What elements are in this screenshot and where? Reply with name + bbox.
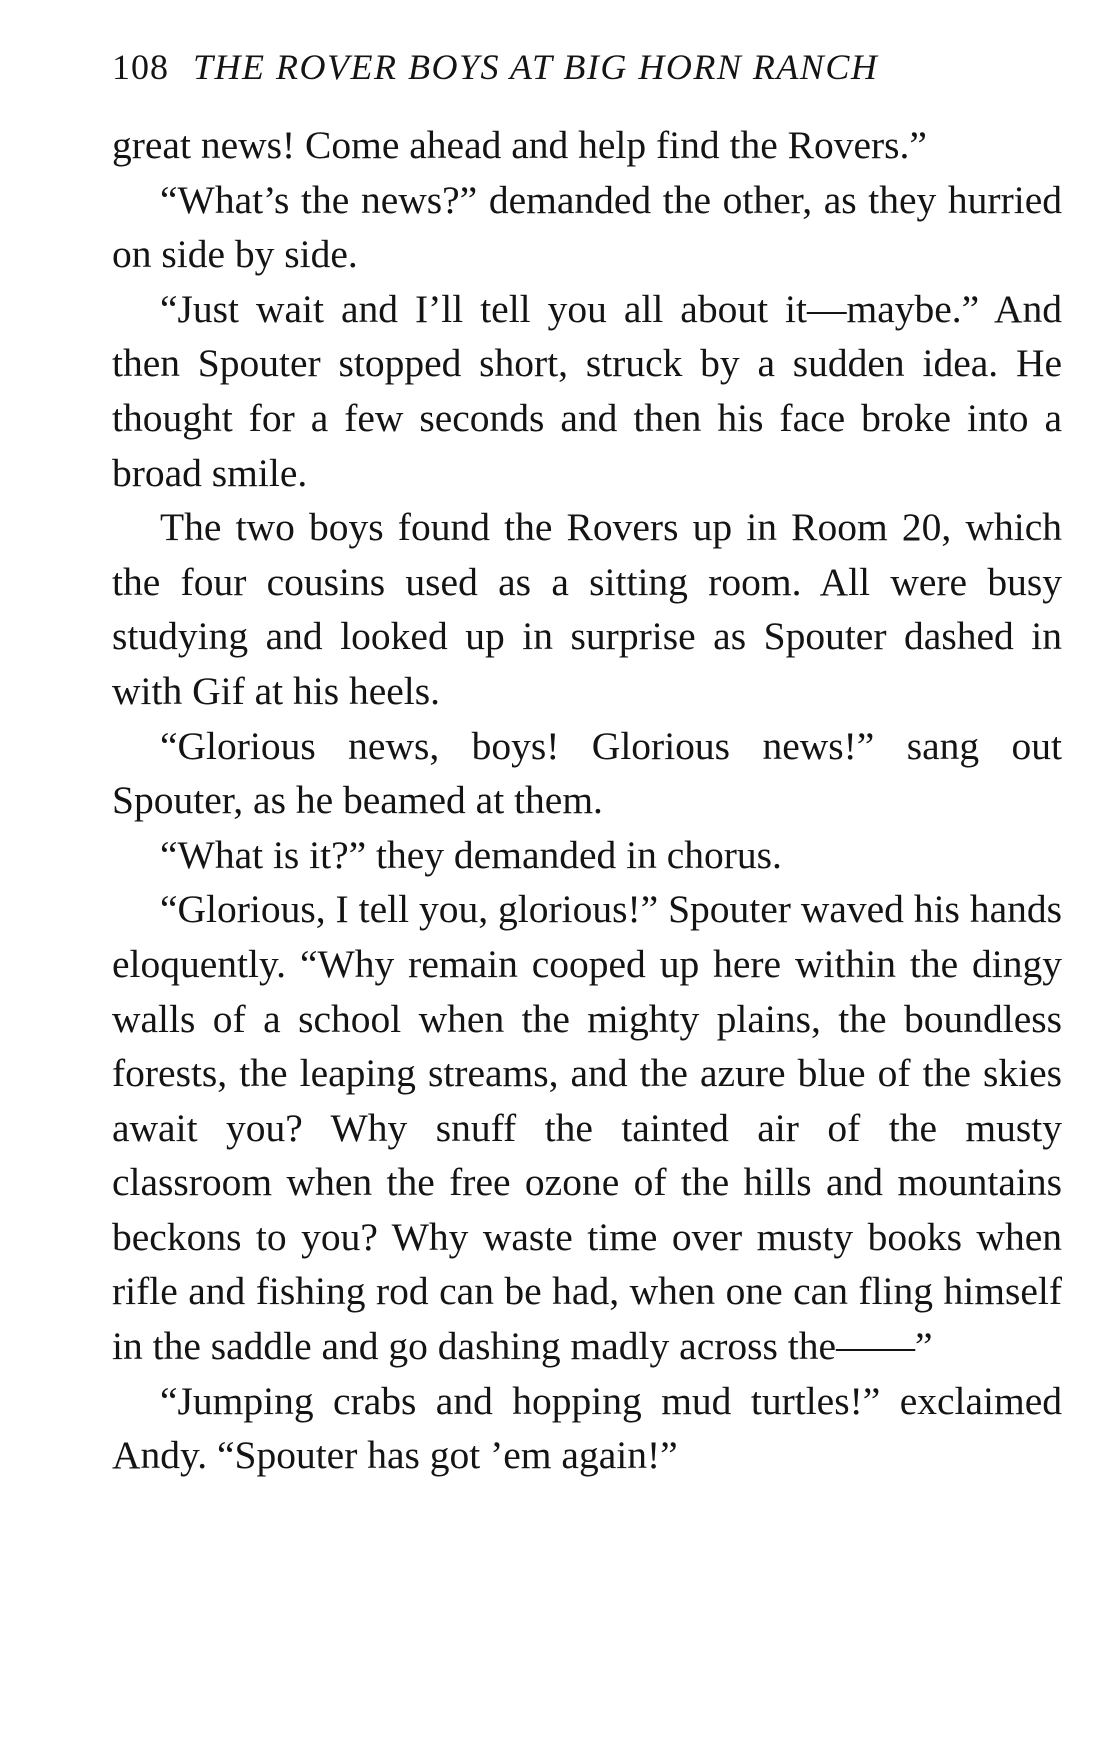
paragraph-andy-exclaims: “Jumping crabs and hopping mud turtles!” exclaimed Andy. “Spouter has got ’em again!” (112, 1378, 1062, 1478)
running-title: THE ROVER BOYS AT BIG HORN RANCH (193, 47, 879, 87)
paragraph-whats-the-news: “What’s the news?” demanded the other, as they hurried on side by side. (112, 177, 1062, 277)
running-head (112, 38, 1062, 106)
paragraph-continuation: great news! Come ahead and help find the Rovers.” (112, 123, 927, 167)
paragraph-room-20: The two boys found the Rovers up in Room 20, which the four cousins used as a sitting room. All were busy studying and looked up in surprise as Spouter dashed in with Gif at his heels. (112, 505, 1062, 713)
paragraph-glorious-news: “Glorious news, boys! Glorious news!” sang out Spouter, as he beamed at them. (112, 723, 1062, 823)
paragraph-spouter-speech: “Glorious, I tell you, glorious!” Spouter waved his hands eloquently. “Why remain cooped up here within the dingy walls of a school when the mighty plains, the boundless forests, the leaping streams, and the azure blue of the skies await you? Why snuff the tainted air of the musty classroom when the free ozone of the hills and mountains beckons to you? Why waste time over musty books when rifle and fishing rod can be had, when one can fling himself in the saddle and go dashing madly across the——” (112, 887, 1062, 1369)
paragraph-just-wait: “Just wait and I’ll tell you all about it—maybe.” And then Spouter stopped short, struck by a sudden idea. He thought for a few seconds and then his face broke into a broad smile. (112, 286, 1062, 495)
book-page (112, 38, 1062, 1483)
page-number: 108 (112, 47, 169, 87)
body-text (112, 118, 1062, 1483)
paragraph-what-is-it: “What is it?” they demanded in chorus. (160, 832, 782, 877)
